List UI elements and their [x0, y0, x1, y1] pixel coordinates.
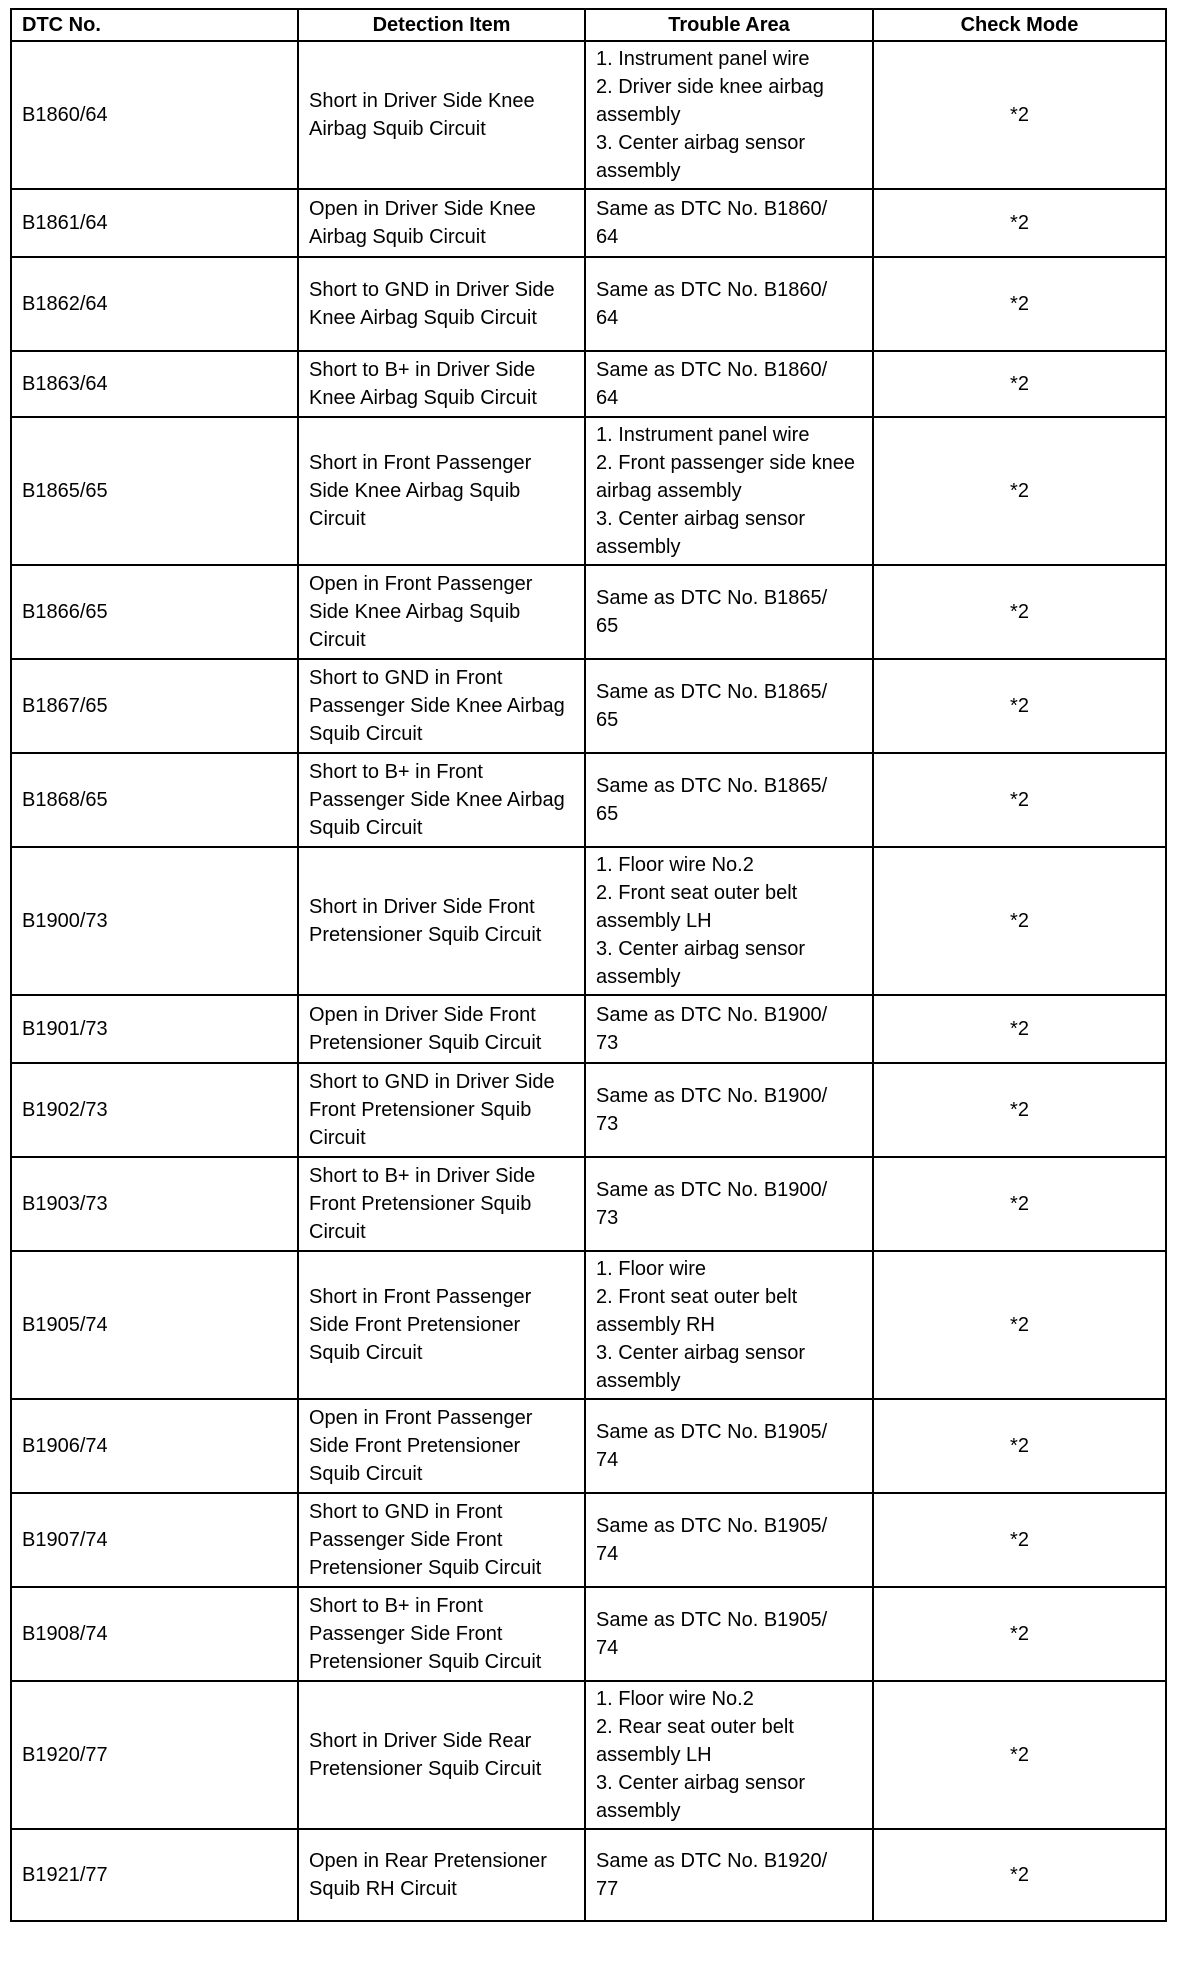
table-row — [11, 257, 1166, 351]
detection-item-cell: Short to GND in Front Passenger Side Front Pretensioner Squib Circuit — [298, 1493, 585, 1587]
trouble-area-cell: 1. Instrument panel wire 2. Front passenger side knee airbag assembly 3. Center airbag sensor assembly — [585, 417, 873, 565]
trouble-area-cell: Same as DTC No. B1900/ 73 — [585, 1157, 873, 1251]
trouble-area-cell: 1. Instrument panel wire 2. Driver side knee airbag assembly 3. Center airbag sensor assembly — [585, 41, 873, 189]
header-check-mode: Check Mode — [873, 9, 1166, 41]
dtc-code-cell: B1860/64 — [11, 41, 298, 189]
table-row — [11, 753, 1166, 847]
table-row — [11, 1829, 1166, 1921]
table-row — [11, 1493, 1166, 1587]
detection-item-cell: Short to GND in Driver Side Knee Airbag Squib Circuit — [298, 257, 585, 351]
trouble-area-cell: 1. Floor wire No.2 2. Front seat outer belt assembly LH 3. Center airbag sensor assembly — [585, 847, 873, 995]
dtc-code-cell: B1906/74 — [11, 1399, 298, 1493]
dtc-code-cell: B1921/77 — [11, 1829, 298, 1921]
check-mode-cell: *2 — [873, 565, 1166, 659]
header-dtc-no: DTC No. — [11, 9, 298, 41]
table-row — [11, 1399, 1166, 1493]
trouble-area-cell: Same as DTC No. B1905/ 74 — [585, 1587, 873, 1681]
trouble-area-cell: Same as DTC No. B1860/ 64 — [585, 189, 873, 257]
dtc-code-cell: B1866/65 — [11, 565, 298, 659]
header-trouble-area: Trouble Area — [585, 9, 873, 41]
table-row — [11, 41, 1166, 189]
check-mode-cell: *2 — [873, 847, 1166, 995]
table-row — [11, 565, 1166, 659]
trouble-area-cell: Same as DTC No. B1920/ 77 — [585, 1829, 873, 1921]
check-mode-cell: *2 — [873, 189, 1166, 257]
detection-item-cell: Open in Front Passenger Side Front Pretensioner Squib Circuit — [298, 1399, 585, 1493]
trouble-area-cell: Same as DTC No. B1900/ 73 — [585, 1063, 873, 1157]
header-detection-item: Detection Item — [298, 9, 585, 41]
check-mode-cell: *2 — [873, 351, 1166, 417]
dtc-code-cell: B1905/74 — [11, 1251, 298, 1399]
table-row — [11, 1251, 1166, 1399]
check-mode-cell: *2 — [873, 995, 1166, 1063]
dtc-code-cell: B1900/73 — [11, 847, 298, 995]
detection-item-cell: Short in Front Passenger Side Front Pretensioner Squib Circuit — [298, 1251, 585, 1399]
table-row — [11, 351, 1166, 417]
detection-item-cell: Short to B+ in Front Passenger Side Knee Airbag Squib Circuit — [298, 753, 585, 847]
detection-item-cell: Open in Front Passenger Side Knee Airbag Squib Circuit — [298, 565, 585, 659]
check-mode-cell: *2 — [873, 659, 1166, 753]
dtc-code-cell: B1863/64 — [11, 351, 298, 417]
header-row — [11, 9, 1166, 41]
table-row — [11, 659, 1166, 753]
trouble-area-cell: Same as DTC No. B1860/ 64 — [585, 351, 873, 417]
trouble-area-cell: Same as DTC No. B1865/ 65 — [585, 659, 873, 753]
trouble-area-cell: Same as DTC No. B1865/ 65 — [585, 753, 873, 847]
table-row — [11, 847, 1166, 995]
trouble-area-cell: Same as DTC No. B1900/ 73 — [585, 995, 873, 1063]
table-row — [11, 1063, 1166, 1157]
dtc-code-cell: B1903/73 — [11, 1157, 298, 1251]
table-row — [11, 189, 1166, 257]
table-row — [11, 1587, 1166, 1681]
table-row — [11, 1681, 1166, 1829]
check-mode-cell: *2 — [873, 417, 1166, 565]
detection-item-cell: Short to B+ in Driver Side Knee Airbag Squib Circuit — [298, 351, 585, 417]
dtc-code-cell: B1907/74 — [11, 1493, 298, 1587]
check-mode-cell: *2 — [873, 753, 1166, 847]
dtc-code-cell: B1862/64 — [11, 257, 298, 351]
detection-item-cell: Short in Front Passenger Side Knee Airbag Squib Circuit — [298, 417, 585, 565]
check-mode-cell: *2 — [873, 1157, 1166, 1251]
check-mode-cell: *2 — [873, 1493, 1166, 1587]
check-mode-cell: *2 — [873, 257, 1166, 351]
check-mode-cell: *2 — [873, 1251, 1166, 1399]
dtc-code-cell: B1901/73 — [11, 995, 298, 1063]
trouble-area-cell: 1. Floor wire 2. Front seat outer belt assembly RH 3. Center airbag sensor assembly — [585, 1251, 873, 1399]
table-row — [11, 417, 1166, 565]
trouble-area-cell: Same as DTC No. B1865/ 65 — [585, 565, 873, 659]
check-mode-cell: *2 — [873, 41, 1166, 189]
table-header — [11, 9, 1166, 41]
table-row — [11, 1157, 1166, 1251]
detection-item-cell: Open in Rear Pretensioner Squib RH Circuit — [298, 1829, 585, 1921]
dtc-code-cell: B1868/65 — [11, 753, 298, 847]
dtc-code-cell: B1920/77 — [11, 1681, 298, 1829]
table-body — [11, 41, 1166, 1921]
detection-item-cell: Short in Driver Side Knee Airbag Squib Circuit — [298, 41, 585, 189]
check-mode-cell: *2 — [873, 1587, 1166, 1681]
detection-item-cell: Open in Driver Side Front Pretensioner Squib Circuit — [298, 995, 585, 1063]
detection-item-cell: Short to B+ in Driver Side Front Pretensioner Squib Circuit — [298, 1157, 585, 1251]
detection-item-cell: Short to B+ in Front Passenger Side Front Pretensioner Squib Circuit — [298, 1587, 585, 1681]
check-mode-cell: *2 — [873, 1829, 1166, 1921]
dtc-code-cell: B1861/64 — [11, 189, 298, 257]
dtc-code-cell: B1867/65 — [11, 659, 298, 753]
check-mode-cell: *2 — [873, 1063, 1166, 1157]
detection-item-cell: Short to GND in Driver Side Front Pretensioner Squib Circuit — [298, 1063, 585, 1157]
trouble-area-cell: Same as DTC No. B1905/ 74 — [585, 1399, 873, 1493]
trouble-area-cell: 1. Floor wire No.2 2. Rear seat outer belt assembly LH 3. Center airbag sensor assembly — [585, 1681, 873, 1829]
table-row — [11, 995, 1166, 1063]
dtc-code-cell: B1865/65 — [11, 417, 298, 565]
trouble-area-cell: Same as DTC No. B1905/ 74 — [585, 1493, 873, 1587]
check-mode-cell: *2 — [873, 1399, 1166, 1493]
dtc-table — [10, 8, 1167, 1922]
detection-item-cell: Short to GND in Front Passenger Side Knee Airbag Squib Circuit — [298, 659, 585, 753]
dtc-code-cell: B1908/74 — [11, 1587, 298, 1681]
trouble-area-cell: Same as DTC No. B1860/ 64 — [585, 257, 873, 351]
detection-item-cell: Open in Driver Side Knee Airbag Squib Circuit — [298, 189, 585, 257]
detection-item-cell: Short in Driver Side Front Pretensioner Squib Circuit — [298, 847, 585, 995]
dtc-code-cell: B1902/73 — [11, 1063, 298, 1157]
check-mode-cell: *2 — [873, 1681, 1166, 1829]
detection-item-cell: Short in Driver Side Rear Pretensioner Squib Circuit — [298, 1681, 585, 1829]
